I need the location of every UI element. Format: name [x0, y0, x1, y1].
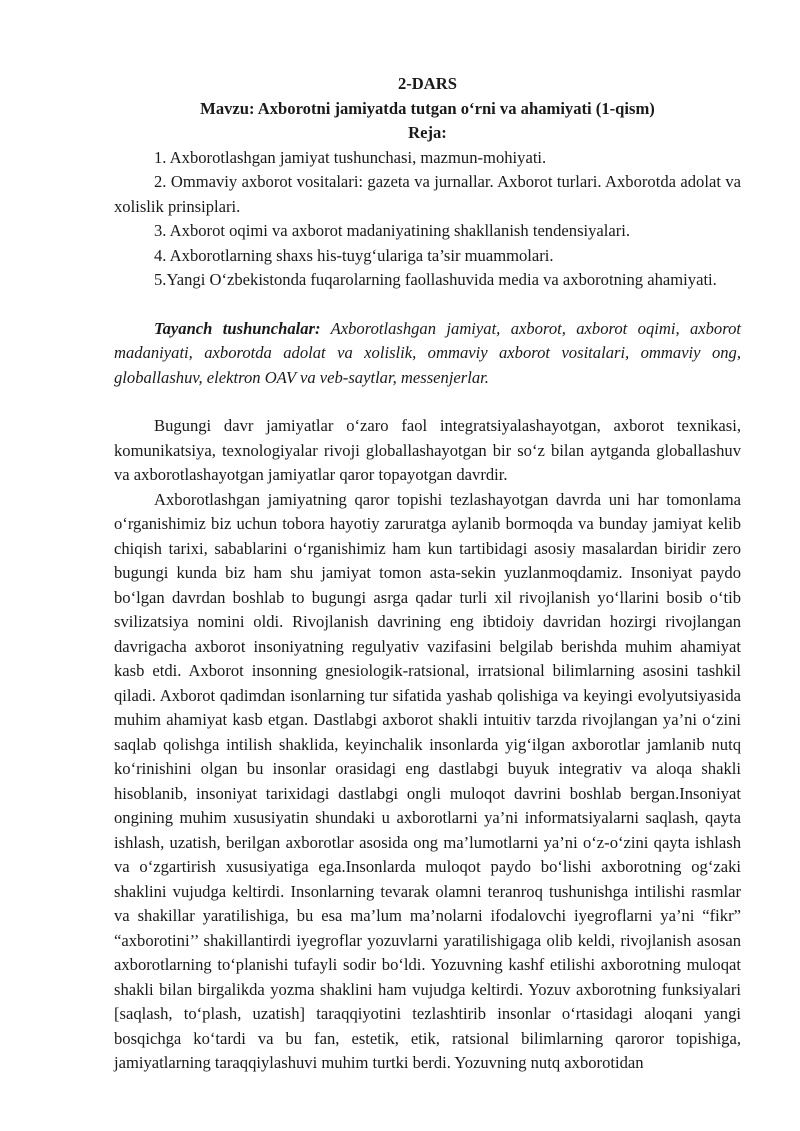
body-paragraph: Bugungi davr jamiyatlar o‘zaro faol integratsiyalashayotgan, axborot texnikasi, komunikatsiya, texnologiyalar rivoji globallashayotgan bir so‘z bilan aytganda globallashuv va axborotlashayotgan jamiyatlar qaror topayotgan davrdir. [114, 416, 741, 484]
plan-item: 1. Axborotlashgan jamiyat tushunchasi, mazmun-mohiyati. [154, 147, 547, 167]
spacer [114, 293, 741, 317]
plan-item: 4. Axborotlarning shaxs his-tuyg‘ulariga ta’sir muammolari. [154, 245, 554, 265]
body-paragraph: Axborotlashgan jamiyatning qaror topishi tezlashayotgan davrda uni har tomonlama o‘rganishimiz biz uchun tobora hayotiy zaruratga aylanib bormoqda va bunday jamiyat kelib chiqish tarixi, sabablarini o‘rganishimiz ham kun tartibidagi asosiy masalardan biridir zero bugungi kunda biz ham shu jamiyat tomon asta-sekin yuzlanmoqdamiz. Insoniyat paydo bo‘lgan davrdan boshlab to bugungi asrga qadar turli xil rivojlanish yo‘llarini bosib o‘tib svilizatsiya nomini oldi. Rivojlanish davrining eng ibtidoiy davridan hozirgi rivojlangan davrigacha axborot insoniyatning regulyativ vazifasini belgilab berishda muhim ahamiyat kasb etdi. Axborot insonning gnesiologik-ratsional, irratsional bilimlarning asosini tashkil qiladi. Axborot qadimdan isonlarning tur sifatida yashab qolishiga va keyingi evolyutsiyasida muhim ahamiyat kasb etgan. Dastlabgi axborot shakli intuitiv tarzda rivojlangan ya’ni o‘zini saqlab qolishga intilish shaklida, keyinchalik insonlarda yig‘ilgan axborotlar jamlanib nutq ko‘rinishini olgan bu insonlar orasidagi eng dastlabgi buyuk integrativ va aloqa shakli hisoblanib, insoniyat tarixidagi dastlabgi ongli muloqot davrini boshlab bergan.Insoniyat ongining muhim xususiyatin shundaki u axborotlarni ya’ni informatsiyalarni saqlash, qayta ishlash, uzatish, berilgan axborotlar asosida ong ma’lumotlarni ya’ni o‘z-o‘zini qayta ishlash va o‘zgartirish xususiyatiga ega.Insonlarda muloqot paydo bo‘lishi axborotning og‘zaki shaklini vujudga keltirdi. Insonlarning tevarak olamni teranroq tushunishga intilishi rasmlar va shakillar yaratilishiga, bu esa ma’lum ma’nolarni ifodalovchi iyegroflarni ya’ni “fikr” “axborotini’’ shakillantirdi iyegroflar yozuvlarni yaratilishigaga olib keldi, rivojlanish asosan axborotlarning to‘planishi tufayli sodir bo‘ldi. Yozuvning kashf etilishi axborotning muloqat shakli bilan birgalikda yozma shaklini ham vujudga keltirdi. Yozuv axborotning funksiyalari [saqlash, to‘plash, uzatish] taraqqiyotini tezlashtirib insonlar o‘rtasidagi aloqani yangi bosqichga ko‘tardi va bu fan, estetik, etik, ratsional bilimlarning qaroror topishiga, jamiyatlarning taraqqiylashuvi muhim turtki berdi. Yozuvning nutq axborotidan [114, 489, 741, 1072]
document-page [114, 72, 741, 1076]
plan-title: Reja: [408, 123, 447, 142]
plan-item: 2. Ommaviy axborot vositalari: gazeta va jurnallar. Axborot turlari. Axborotda adolat va xolislik prinsiplari. [114, 172, 741, 216]
lesson-topic: Mavzu: Axborotni jamiyatda tutgan o‘rni va ahamiyati (1-qism) [200, 98, 655, 118]
key-concepts-label: Tayanch tushunchalar: [154, 318, 321, 338]
spacer [114, 390, 741, 414]
key-concepts-text: Axborotlashgan jamiyat, axborot, axborot oqimi, axborot madaniyati, axborotda adolat va xolislik, ommaviy axborot vositalari, ommaviy ong, globallashuv, elektron OAV va veb-saytlar, messenjerlar. [114, 318, 741, 387]
plan-item: 3. Axborot oqimi va axborot madaniyatining shakllanish tendensiyalari. [154, 221, 631, 240]
plan-list [114, 146, 741, 293]
key-concepts [114, 317, 741, 391]
lesson-number: 2-DARS [397, 74, 457, 93]
plan-item: 5.Yangi O‘zbekistonda fuqarolarning faollashuvida media va axborotning ahamiyati. [154, 270, 717, 289]
